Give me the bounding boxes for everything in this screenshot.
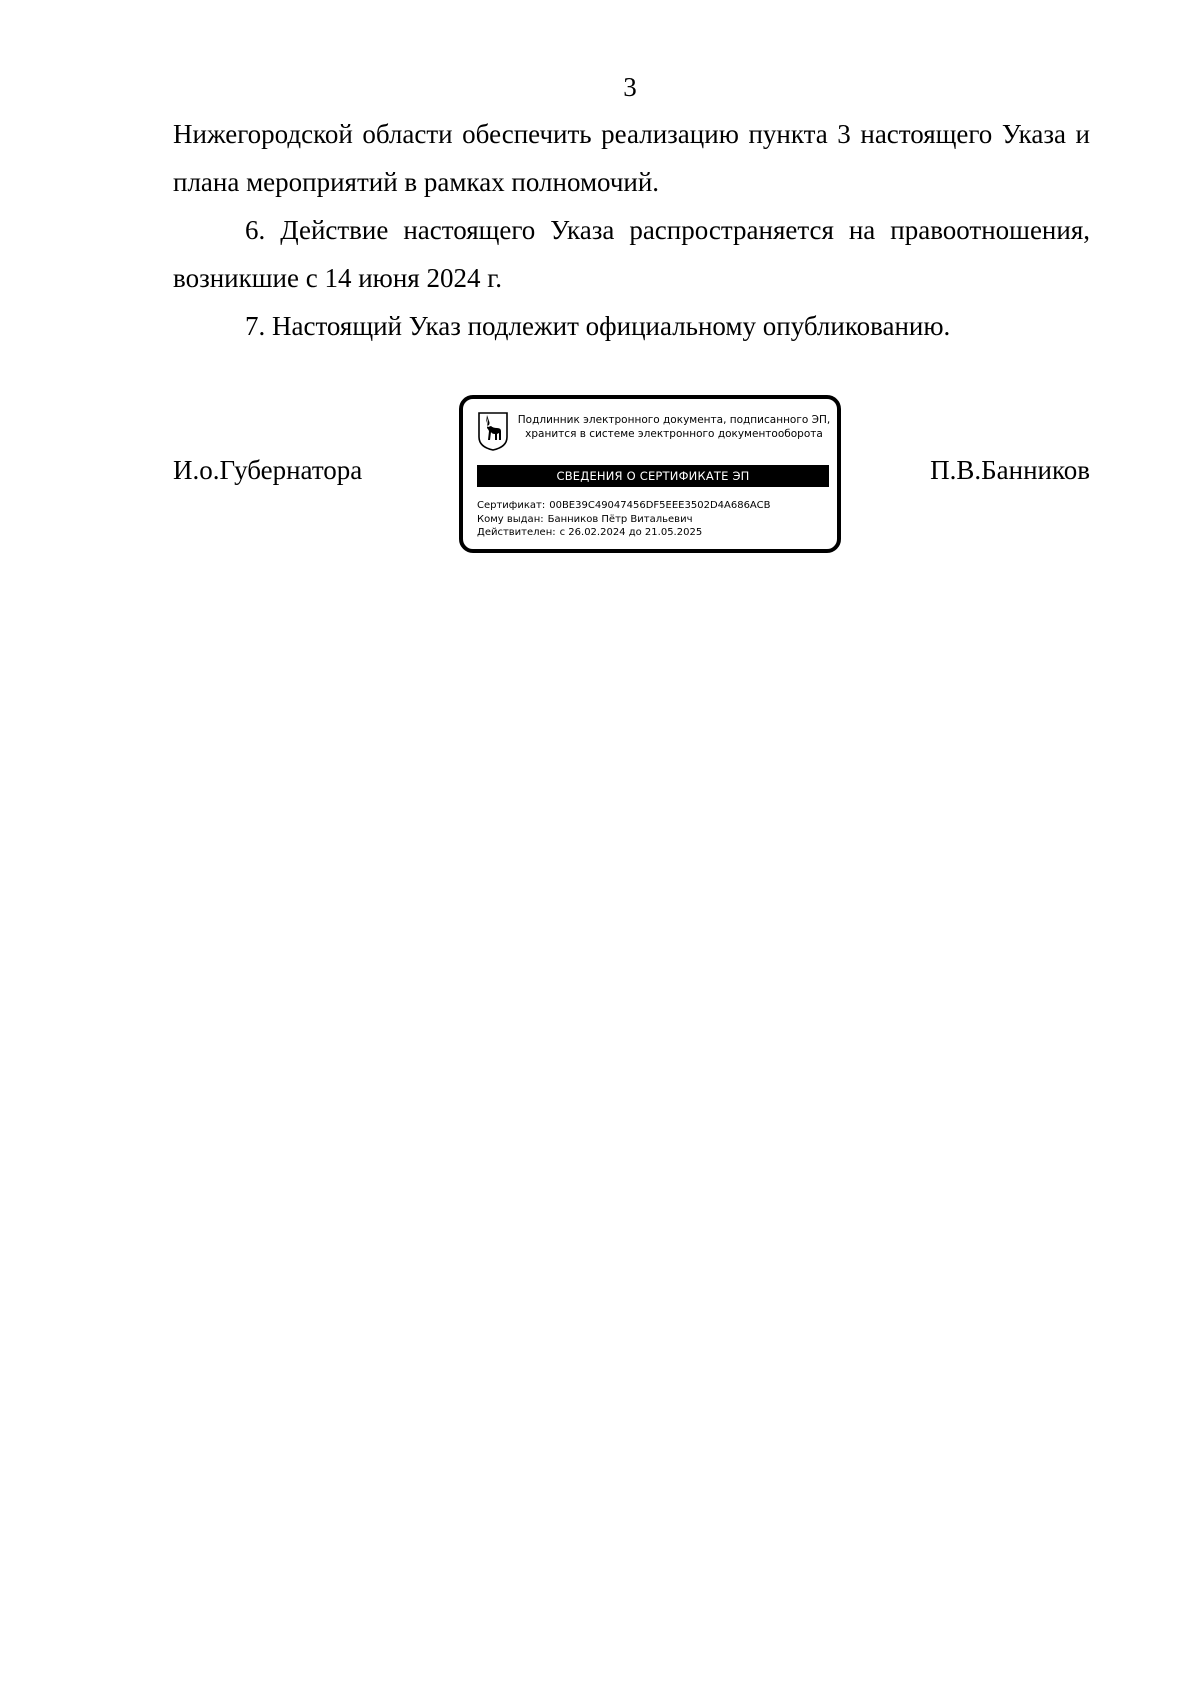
validity-row xyxy=(477,526,770,540)
paragraph-continuation: Нижегородской области обеспечить реализацию пункта 3 настоящего Указа и плана мероприятий в рамках полномочий. xyxy=(173,119,1090,197)
certificate-value: 00BE39C49047456DF5EEE3502D4A686ACB xyxy=(549,500,771,511)
stamp-header xyxy=(515,413,833,441)
paragraph-item-7: 7. Настоящий Указ подлежит официальному опубликованию. xyxy=(245,311,951,341)
issued-to-row xyxy=(477,513,770,527)
signatory-name: П.В.Банников xyxy=(930,455,1090,485)
paragraph-item-6: 6. Действие настоящего Указа распространяется на правоотношения, возникшие с 14 июня 2024 г. xyxy=(173,215,1090,293)
validity-value: с 26.02.2024 до 21.05.2025 xyxy=(559,527,703,538)
certificate-info-bar: СВЕДЕНИЯ О СЕРТИФИКАТЕ ЭП xyxy=(477,465,829,487)
electronic-signature-stamp xyxy=(459,395,841,553)
certificate-label: Сертификат: xyxy=(477,500,546,511)
validity-label: Действителен: xyxy=(477,527,556,538)
issued-to-value: Банников Пётр Витальевич xyxy=(547,513,693,525)
signatory-position: И.о.Губернатора xyxy=(173,455,363,485)
certificate-row xyxy=(477,499,770,513)
document-body xyxy=(173,110,1090,350)
stamp-header-line-2: хранится в системе электронного документооборота xyxy=(525,428,823,440)
issued-to-label: Кому выдан: xyxy=(477,513,544,525)
page-number: 3 xyxy=(623,72,637,102)
certificate-details xyxy=(477,499,770,540)
coat-of-arms-deer-icon xyxy=(477,411,509,451)
stamp-header-line-1: Подлинник электронного документа, подписанного ЭП, xyxy=(517,414,831,426)
